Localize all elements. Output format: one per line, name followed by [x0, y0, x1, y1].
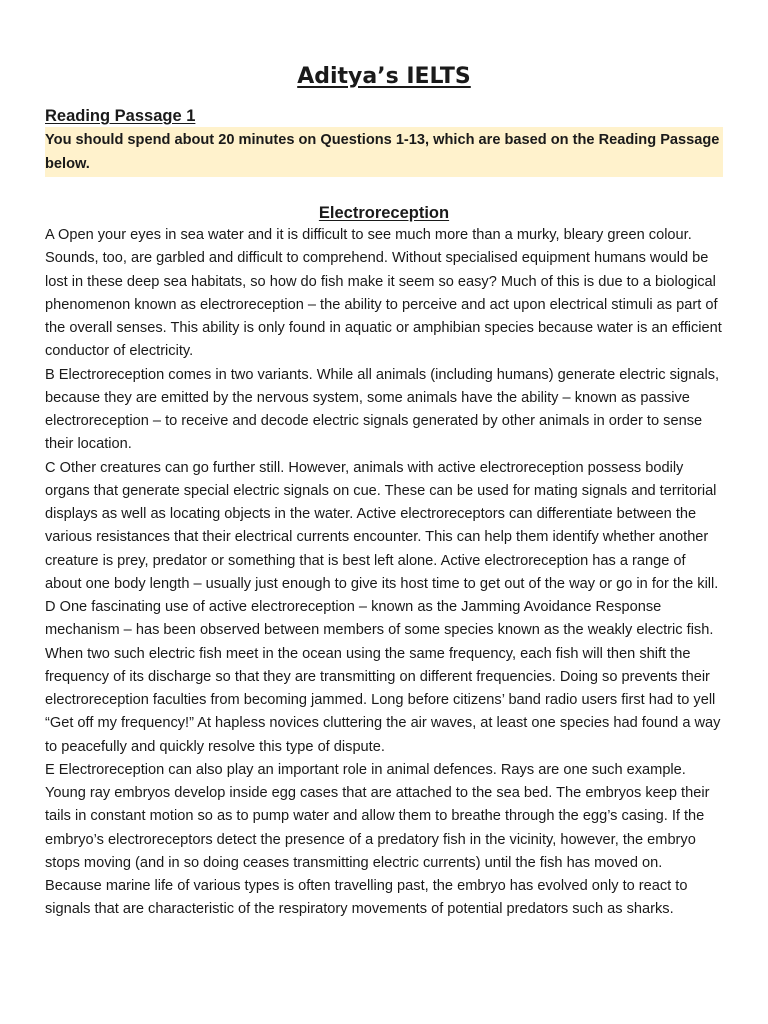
passage-title: Electroreception — [318, 204, 450, 222]
paragraph-a: A Open your eyes in sea water and it is difficult to see much more than a murky, bleary green colour. Sounds, too, are garbled and difficult to comprehend. Without specialised equipment humans would be lost in these deep sea habitats, so how do fish make it seem so easy? Much of this is due to a biological phenomenon known as electroreception – the ability to perceive and act upon electrical stimuli as part of the overall senses. This ability is only found in aquatic or amphibian species because water is an efficient conductor of electricity. — [45, 227, 722, 360]
paragraph-b: B Electroreception comes in two variants. While all animals (including humans) generate electric signals, because they are emitted by the nervous system, some animals have the ability – known as passive electroreception – to receive and decode electric signals generated by other animals in order to sense their location. — [45, 366, 720, 453]
paragraph-e: E Electroreception can also play an important role in animal defences. Rays are one such example. Young ray embryos develop inside egg cases that are attached to the sea bed. The embryos keep their tails in constant motion so as to pump water and allow them to breathe through the egg’s casing. If the embryo’s electroreceptors detect the presence of a predatory fish in the vicinity, however, the embryo stops moving (and in so doing ceases transmitting electric currents) until the fish has moved on. Because marine life of various types is often travelling past, the embryo has evolved only to react to signals that are characteristic of the respiratory movements of potential predators such as sharks. — [45, 761, 710, 918]
document-page — [45, 0, 723, 922]
paragraph-c: C Other creatures can go further still. However, animals with active electroreception possess bodily organs that generate special electric signals on cue. These can be used for mating signals and territorial displays as well as locating objects in the water. Active electroreceptors can differentiate between the various resistances that their electrical currents encounter. This can help them identify whether another creature is prey, predator or something that is best left alone. Active electroreception has a range of about one body length – usually just enough to give its host time to get out of the way or go in for the kill. — [45, 459, 719, 592]
document-title: Aditya’s IELTS — [297, 64, 471, 89]
paragraph-d: D One fascinating use of active electroreception – known as the Jamming Avoidance Response mechanism – has been observed between members of some species known as the weakly electric fish. When two such electric fish meet in the ocean using the same frequency, each fish will then shift the frequency of its discharge so that they are transmitting on different frequencies. Doing so prevents their electroreception faculties from becoming jammed. Long before citizens’ band radio users first had to yell “Get off my frequency!” At hapless novices cluttering the air waves, at least one species had found a way to peacefully and quickly resolve this type of dispute. — [45, 599, 721, 755]
instruction-text: You should spend about 20 minutes on Questions 1-13, which are based on the Reading Passage below. — [45, 127, 723, 177]
passage-body — [45, 224, 723, 922]
section-heading: Reading Passage 1 — [45, 107, 196, 125]
